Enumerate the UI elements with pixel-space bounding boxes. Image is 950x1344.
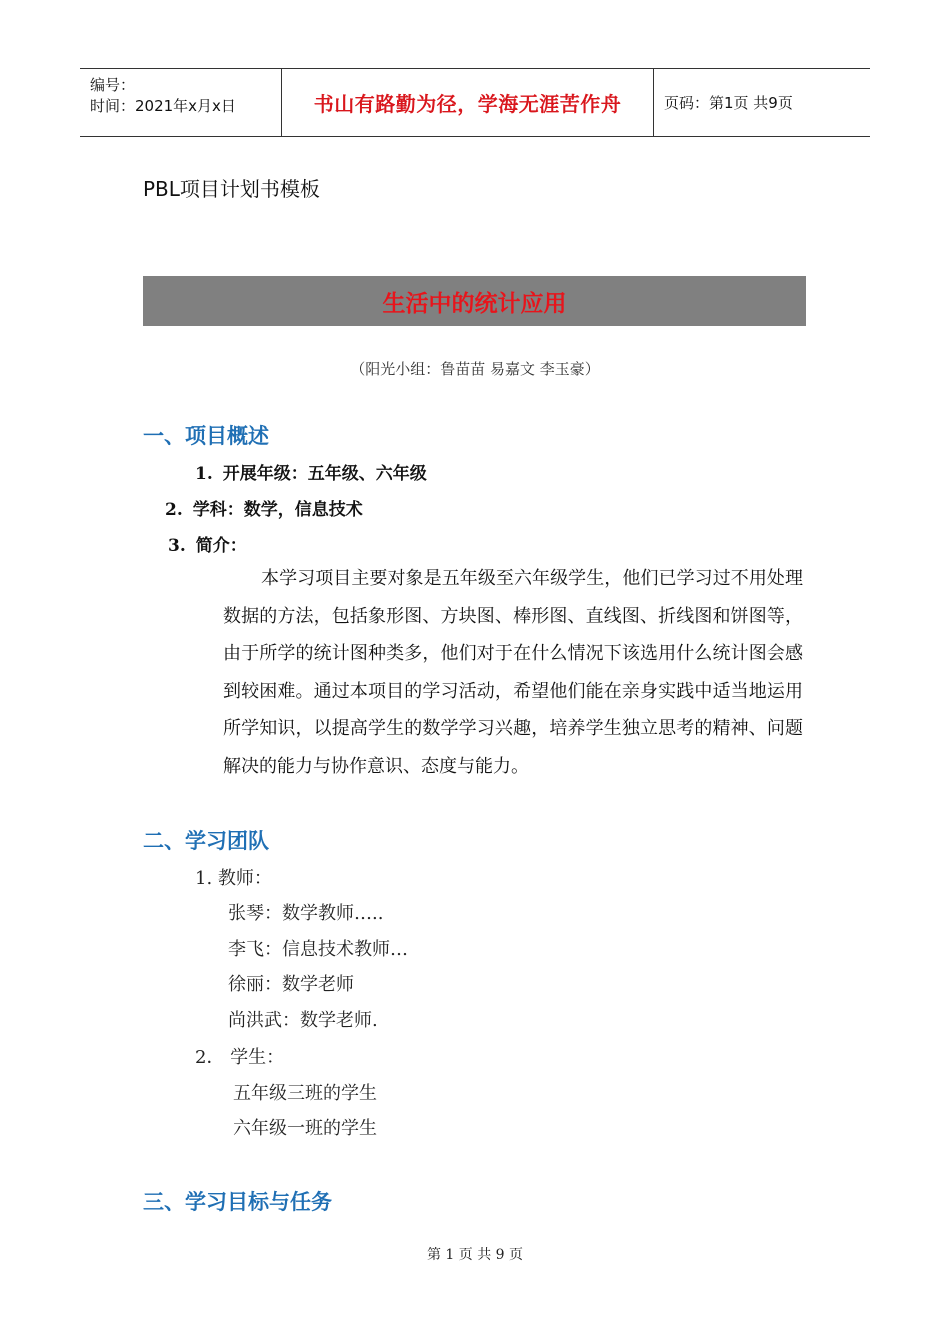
item-text: 开展年级：五年级、六年级 [222,464,427,484]
page-info-text: 页码：第1页 共9页 [664,94,793,112]
section-heading-goals: 三、学习目标与任务 [143,1190,332,1214]
teacher-item: 张琴：数学教师….. [228,903,384,924]
banner-title: 生活中的统计应用 [382,290,567,317]
student-label: 2． 学生： [195,1047,285,1068]
teacher-item: 尚洪武：数学老师. [228,1010,378,1031]
header-page-info [654,69,870,136]
item-number: 1. [195,464,213,484]
overview-item-grade [195,459,427,484]
document-title: PBL项目计划书模板 [143,177,320,201]
intro-paragraph [223,560,803,785]
header-motto-cell [281,69,654,136]
section-heading-overview: 一、项目概述 [143,424,269,448]
overview-item-subject [165,495,363,520]
item-text: 学科：数学，信息技术 [192,500,363,520]
header-meta [80,69,281,136]
item-number: 3. [168,536,186,556]
teacher-item: 李飞：信息技术教师… [228,939,408,960]
group-members: （阳光小组：鲁苗苗 易嘉文 李玉豪） [350,360,600,378]
motto-text: 书山有路勤为径，学海无涯苦作舟 [313,92,622,116]
item-number: 2. [165,500,183,520]
teacher-label: 1. 教师： [195,868,272,889]
header-table [80,68,870,137]
section-heading-team: 二、学习团队 [143,829,269,853]
teacher-item: 徐丽：数学老师 [228,974,354,995]
overview-item-intro [168,531,247,556]
title-banner [143,276,806,326]
item-text: 简介： [195,536,247,556]
student-item: 六年级一班的学生 [233,1118,377,1139]
intro-paragraph-text: 本学习项目主要对象是五年级至六年级学生，他们已学习过不用处理数据的方法，包括象形图、方块图、棒形图、直线图、折线图和饼图等，由于所学的统计图种类多，他们对于在什么情况下该选用什么统计图会感到较困难。通过本项目的学习活动，希望他们能在亲身实践中适当地运用所学知识，以提高学生的数学学习兴趣，培养学生独立思考的精神、问题解决的能力与协作意识、态度与能力。 [223,568,803,777]
time-label: 时间：2021年x月x日 [90,97,236,115]
student-item: 五年级三班的学生 [233,1083,377,1104]
page-footer: 第 1 页 共 9 页 [426,1247,524,1263]
number-label: 编号： [90,76,136,94]
